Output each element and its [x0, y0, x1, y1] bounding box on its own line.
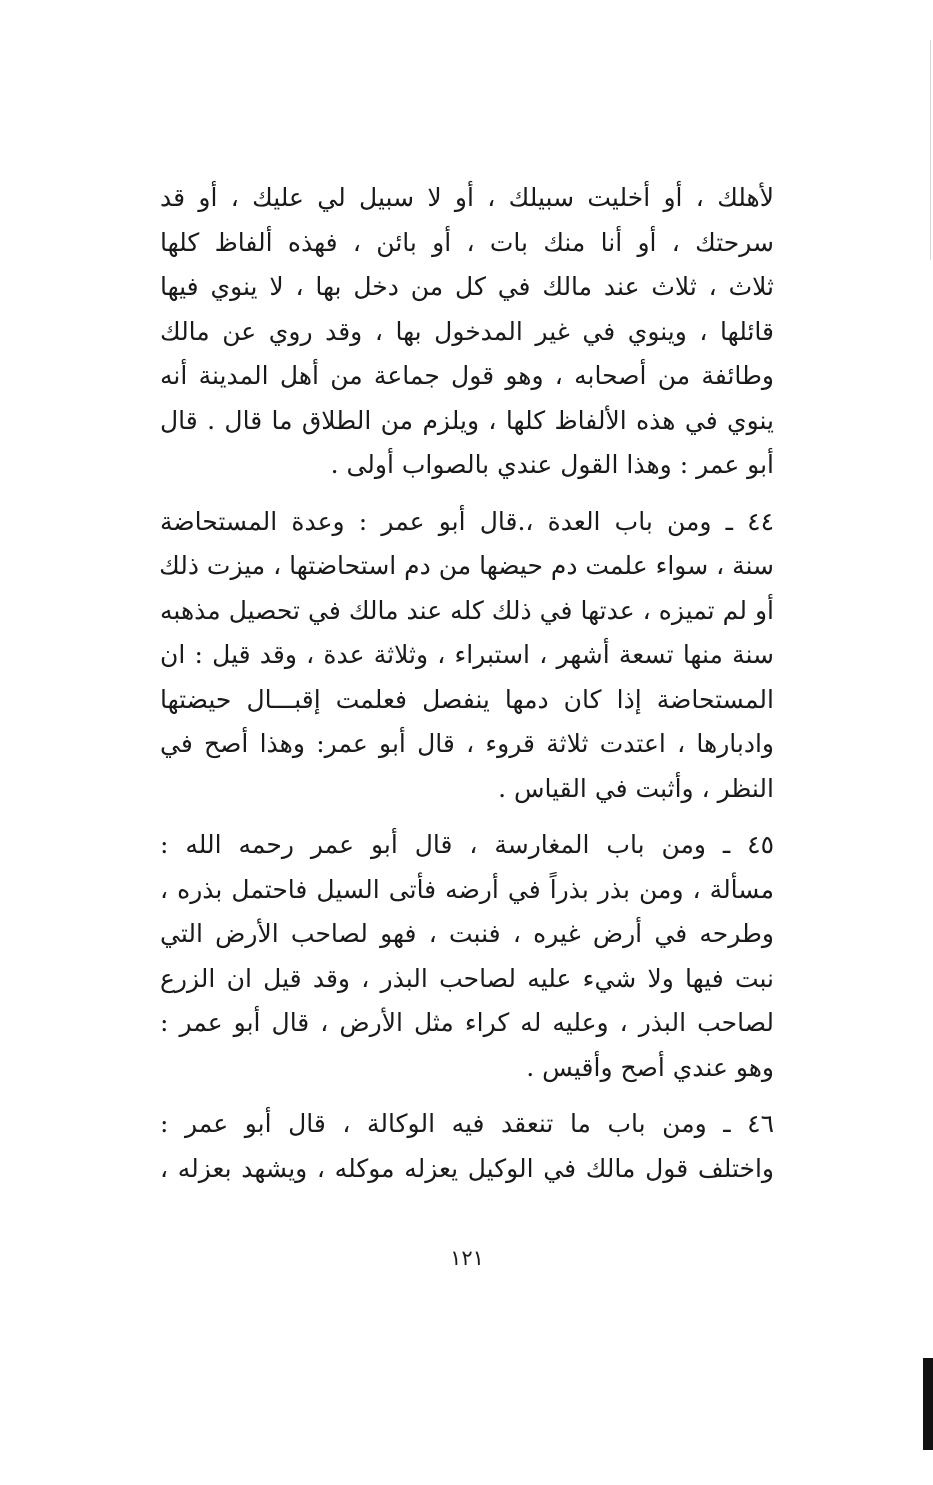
page-edge-shadow: [930, 40, 931, 260]
text-line: ثلاث ، ثلاث عند مالك في كل من دخل بها ، لا ينوي فيها: [160, 272, 774, 301]
text-line: وطرحه في أرض غيره ، فنبت ، فهو لصاحب الأرض التي: [160, 919, 774, 948]
paragraph-1: [160, 176, 774, 488]
text-line: أو لم تميزه ، عدتها في ذلك كله عند مالك في تحصيل مذهبه: [160, 595, 774, 625]
text-line: لصاحب البذر ، وعليه له كراء مثل الأرض ، قال أبو عمر :: [160, 1008, 774, 1037]
text-line: مسألة ، ومن بذر بذراً في أرضه فأتى السيل فاحتمل بذره ،: [160, 874, 774, 904]
text-line: سنة منها تسعة أشهر ، استبراء ، وثلاثة عدة ، وقد قيل : ان: [160, 640, 774, 669]
paragraph-45-mugharasa: [160, 823, 774, 1090]
text-line: نبت فيها ولا شيء عليه لصاحب البذر ، وقد قيل ان الزرع: [160, 963, 774, 993]
page-body-text: [160, 176, 774, 1191]
text-line: وهو عندي أصح وأقيس .: [526, 1052, 774, 1082]
text-line: سرحتك ، أو أنا منك بات ، أو بائن ، فهذه ألفاظ كلها: [160, 227, 774, 257]
page-number: ١٢١: [450, 1246, 484, 1270]
text-line: قائلها ، وينوي في غير المدخول بها ، وقد روي عن مالك: [160, 316, 774, 346]
paragraph-46-wakala: [160, 1102, 774, 1191]
text-line: النظر ، وأثبت في القياس .: [498, 773, 774, 803]
text-line: وطائفة من أصحابه ، وهو قول جماعة من أهل المدينة أنه: [160, 361, 774, 390]
text-line: وادبارها ، اعتدت ثلاثة قروء ، قال أبو عمر: وهذا أصح في: [160, 729, 774, 758]
text-line: سنة ، سواء علمت دم حيضها من دم استحاضتها ، ميزت ذلك: [159, 551, 774, 580]
text-line: أبو عمر : وهذا القول عندي بالصواب أولى .: [330, 450, 774, 479]
text-line: ٤٤ ـ ومن باب العدة ،.قال أبو عمر : وعدة المستحاضة: [160, 506, 774, 536]
text-line: ٤٦ ـ ومن باب ما تنعقد فيه الوكالة ، قال أبو عمر :: [160, 1109, 774, 1138]
text-line: لأهلك ، أو أخليت سبيلك ، أو لا سبيل لي عليك ، أو قد: [160, 183, 774, 212]
text-line: ينوي في هذه الألفاظ كلها ، ويلزم من الطلاق ما قال . قال: [160, 405, 774, 435]
text-line: واختلف قول مالك في الوكيل يعزله موكله ، ويشهد بعزله ،: [160, 1153, 774, 1183]
text-line: المستحاضة إذا كان دمها ينفصل فعلمت إقبـــال حيضتها: [160, 684, 774, 714]
text-line: ٤٥ ـ ومن باب المغارسة ، قال أبو عمر رحمه الله :: [160, 830, 774, 859]
paragraph-44-iddah: [160, 500, 774, 812]
scan-edge-mark: [923, 1358, 933, 1450]
